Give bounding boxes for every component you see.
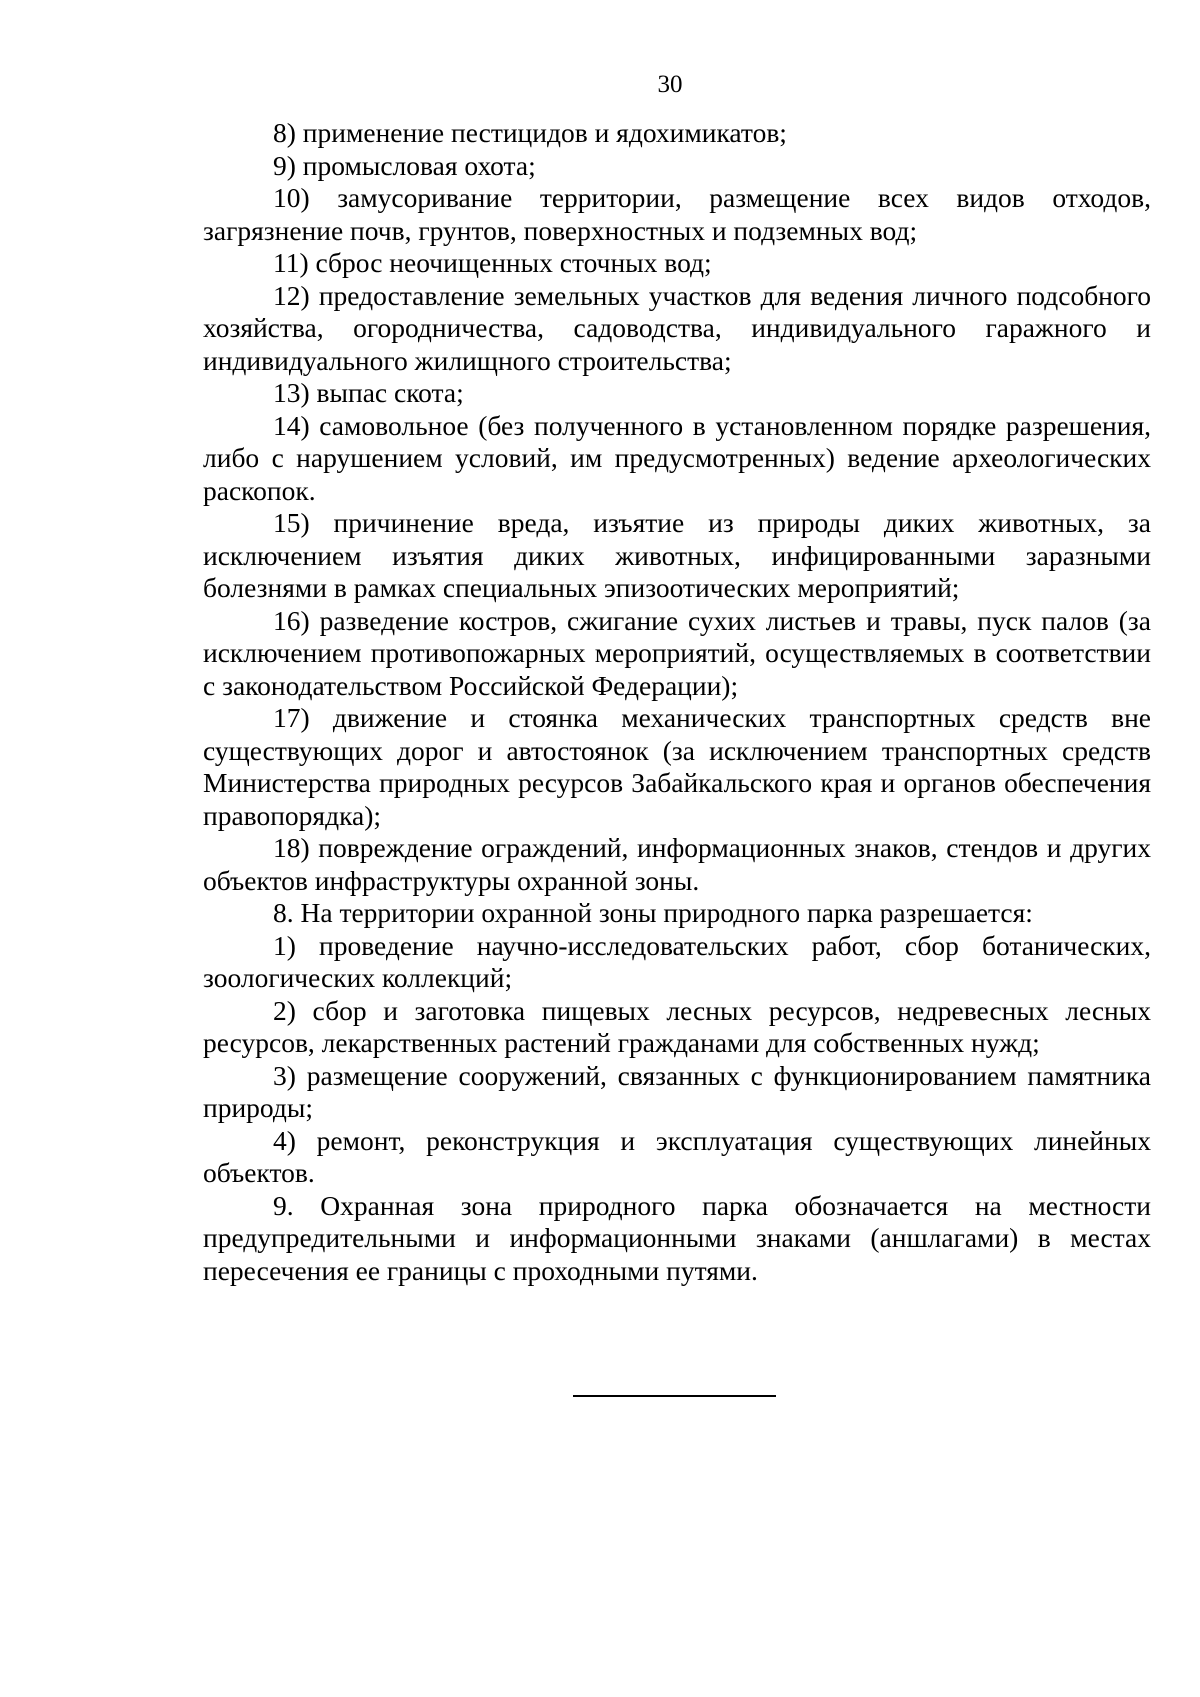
list-item-permitted-1: 1) проведение научно-исследовательских работ, сбор ботанических, зоологических коллекций; xyxy=(203,929,1151,993)
section-9-paragraph: 9. Охранная зона природного парка обозначается на местности предупредительными и информационными знаками (аншлагами) в местах пересечения ее границы с проходными путями. xyxy=(203,1189,1151,1286)
list-item-prohibited-13: 13) выпас скота; xyxy=(273,377,464,408)
list-item-permitted-2: 2) сбор и заготовка пищевых лесных ресурсов, недревесных лесных ресурсов, лекарственных растений гражданами для собственных нужд; xyxy=(203,994,1151,1058)
list-item-prohibited-10: 10) замусоривание территории, размещение всех видов отходов, загрязнение почв, грунтов, поверхностных и подземных вод; xyxy=(203,182,1151,246)
page-number: 30 xyxy=(657,71,683,98)
list-item-prohibited-8: 8) применение пестицидов и ядохимикатов; xyxy=(273,117,787,148)
list-item-permitted-4: 4) ремонт, реконструкция и эксплуатация существующих линейных объектов. xyxy=(203,1124,1151,1188)
document-body xyxy=(203,117,1151,1287)
list-item-prohibited-11: 11) сброс неочищенных сточных вод; xyxy=(273,247,712,278)
list-item-prohibited-12: 12) предоставление земельных участков для ведения личного подсобного хозяйства, огородничества, садоводства, индивидуального гаражного и индивидуального жилищного строительства; xyxy=(203,279,1151,376)
list-item-prohibited-17: 17) движение и стоянка механических транспортных средств вне существующих дорог и автостоянок (за исключением транспортных средств Министерства природных ресурсов Забайкальского края и органов обеспечения правопорядка); xyxy=(203,702,1151,831)
end-of-document-rule xyxy=(573,1395,776,1397)
list-item-prohibited-18: 18) повреждение ограждений, информационных знаков, стендов и других объектов инфраструктуры охранной зоны. xyxy=(203,832,1151,896)
list-item-prohibited-14: 14) самовольное (без полученного в установленном порядке разрешения, либо с нарушением условий, им предусмотренных) ведение археологических раскопок. xyxy=(203,409,1151,506)
section-8-heading: 8. На территории охранной зоны природного парка разрешается: xyxy=(273,897,1033,928)
list-item-permitted-3: 3) размещение сооружений, связанных с функционированием памятника природы; xyxy=(203,1059,1151,1123)
list-item-prohibited-16: 16) разведение костров, сжигание сухих листьев и травы, пуск палов (за исключением противопожарных мероприятий, осуществляемых в соответствии с законодательством Российской Федерации); xyxy=(203,604,1151,701)
list-item-prohibited-9: 9) промысловая охота; xyxy=(273,149,536,181)
list-item-prohibited-15: 15) причинение вреда, изъятие из природы диких животных, за исключением изъятия диких животных, инфицированными заразными болезнями в рамках специальных эпизоотических мероприятий; xyxy=(203,507,1151,603)
